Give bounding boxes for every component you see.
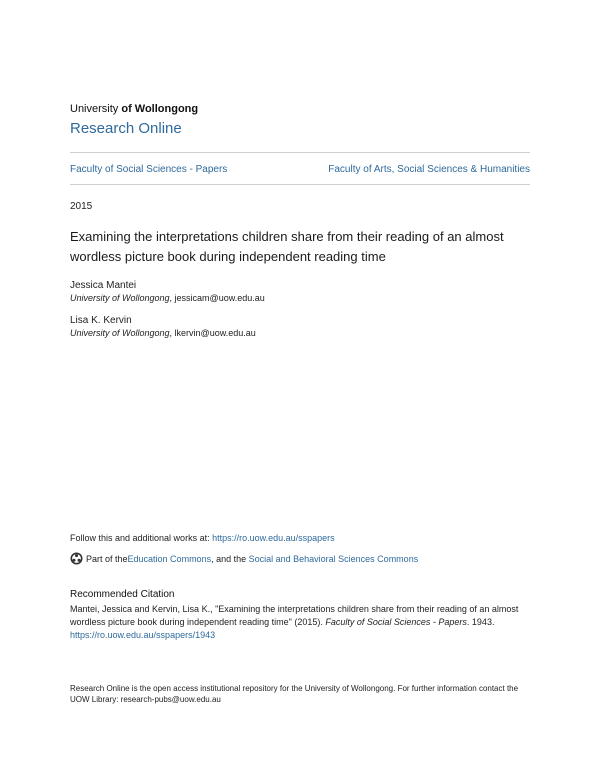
faculty-arts-link[interactable]: Faculty of Arts, Social Sciences & Humanities <box>328 164 530 175</box>
affiliation-name: University of Wollongong <box>70 293 170 303</box>
repository-link[interactable]: Research Online <box>70 120 182 137</box>
recommended-citation-body <box>70 603 532 642</box>
institution-prefix: University <box>70 103 122 115</box>
follow-url-link[interactable]: https://ro.uow.edu.au/sspapers <box>212 533 335 543</box>
author-affiliation <box>70 293 265 303</box>
citation-text: Mantei, Jessica and Kervin, Lisa K., "Examining the interpretations children share from their reading of an almost wordless picture book during independent reading time" (2015). <box>70 604 519 627</box>
repository-footer: Research Online is the open access institutional repository for the University of Wollongong. For further information contact the UOW Library: research-pubs@uow.edu.au <box>70 684 519 704</box>
citation-url-link[interactable]: https://ro.uow.edu.au/sspapers/1943 <box>70 630 216 640</box>
institution-name <box>70 103 198 115</box>
author-name: Lisa K. Kervin <box>70 315 132 326</box>
commons-network-icon <box>70 552 83 565</box>
part-of-middle: , and the <box>211 553 249 564</box>
author-email: , jessicam@uow.edu.au <box>169 293 265 303</box>
citation-series: Faculty of Social Sciences - Papers <box>325 617 467 627</box>
author-email: , lkervin@uow.edu.au <box>169 328 256 338</box>
follow-text: Follow this and additional works at: <box>70 533 213 543</box>
faculty-social-sciences-link[interactable]: Faculty of Social Sciences - Papers <box>70 164 228 175</box>
document-title: Examining the interpretations children share from their reading of an almost wordless picture book during independent reading time <box>70 229 504 264</box>
part-of-prefix: Part of the <box>86 553 128 564</box>
part-of-line <box>70 552 418 565</box>
publication-year: 2015 <box>70 201 93 212</box>
follow-line <box>70 533 335 543</box>
affiliation-name: University of Wollongong <box>70 328 170 338</box>
author-affiliation <box>70 328 256 338</box>
education-commons-link[interactable]: Education Commons <box>127 553 212 564</box>
social-behavioral-commons-link[interactable]: Social and Behavioral Sciences Commons <box>248 553 419 564</box>
citation-number: . 1943. <box>466 617 495 627</box>
author-name: Jessica Mantei <box>70 280 137 291</box>
recommended-citation-heading: Recommended Citation <box>70 589 175 600</box>
divider-bottom <box>70 184 530 185</box>
institution-bold: of Wollongong <box>121 103 199 115</box>
divider-top <box>70 152 530 153</box>
